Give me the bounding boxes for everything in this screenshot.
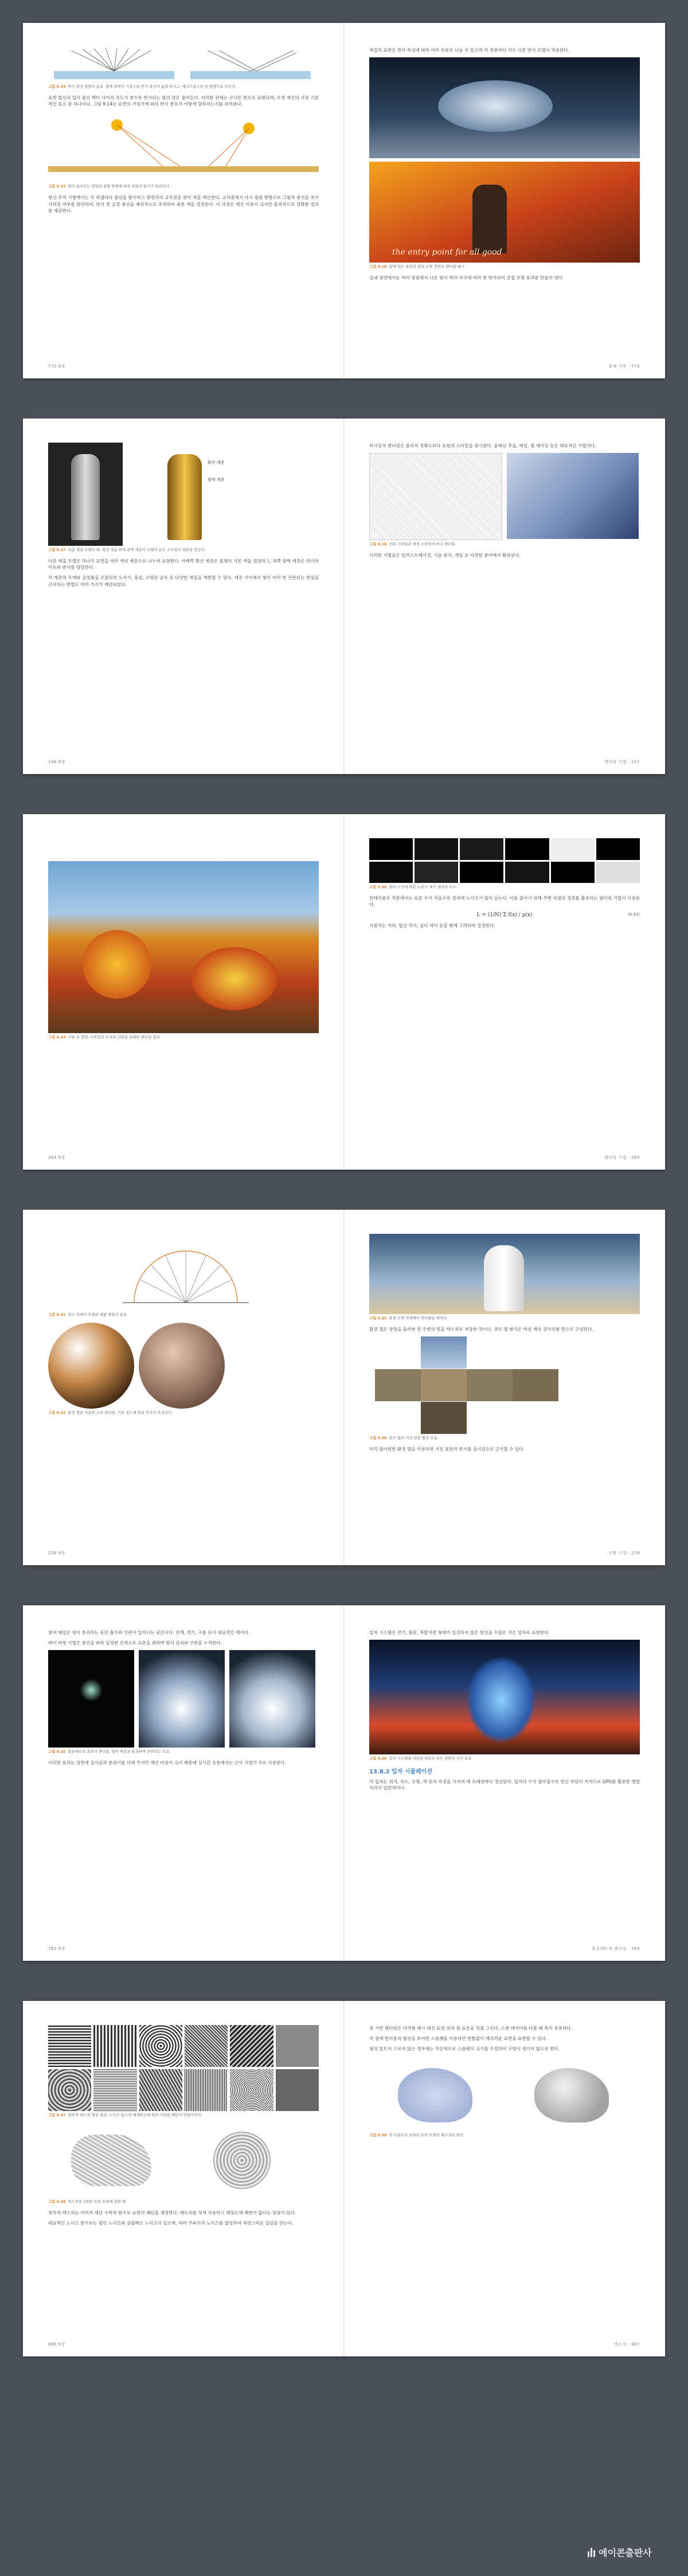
autumn-forest-render xyxy=(48,861,319,1033)
figure-caption: 그림 9.26 입자 시스템을 이용한 대규모 전투 장면의 시각 효과. xyxy=(369,1756,473,1761)
page-number: 텍스처 · 887 xyxy=(614,2342,640,2347)
page-number: 조명 기법 · 279 xyxy=(608,1551,640,1555)
figure-caption: 그림 9.24 큐브 맵의 여섯 면을 펼친 모습. xyxy=(369,1436,439,1441)
left-page xyxy=(23,814,344,1170)
layer-label: 광택 계층 xyxy=(208,478,225,482)
body-paragraph: 각 점에 반지름과 법선을 부여한 스플랫을 이용하면 빈틈없이 매끄러운 표면을 표현할 수 있다. xyxy=(369,2036,548,2042)
statue-gold xyxy=(127,443,242,546)
figure-caption: 그림 9.18 선화 스타일과 채색 스타일의 비교 렌더링. xyxy=(369,542,456,547)
figure-caption: 그림 9.14 반사 광선 방향의 분포. 물체 표면이 거칠수록 반사 광선이 넓게 퍼지고, 매끄러울수록 한 방향으로 모인다. xyxy=(48,84,237,89)
page-number: 762 9장 xyxy=(48,1946,65,1951)
publisher-name: 에이콘출판사 xyxy=(599,2547,652,2558)
body-paragraph: 재질의 표면은 반사 특성에 따라 여러 부류로 나눌 수 있으며 각 부류마다 서로 다른 반사 모델이 적용된다. xyxy=(369,48,570,53)
left-page xyxy=(23,2001,344,2356)
character-render xyxy=(369,1234,640,1314)
figure-caption: 그림 9.25 볼류메트릭 효과의 렌더링. 빛이 매질을 통과하며 산란되는 모습. xyxy=(48,1749,171,1754)
body-paragraph: 몬테카를로 적분에서는 표본 수가 적을수록 결과에 노이즈가 많이 남는다. 이를 줄이기 위해 주변 픽셀의 정보를 활용하는 필터링 기법이 사용된다. xyxy=(369,896,640,908)
cube-map-cross xyxy=(369,1336,640,1434)
page-number: 886 9장 xyxy=(48,2342,65,2347)
body-paragraph: 절차적 텍스처는 이미지 대신 수학적 함수로 표면의 패턴을 생성한다. 메모리를 적게 사용하고 해상도에 제한이 없다는 장점이 있다. xyxy=(48,2210,296,2215)
right-page xyxy=(344,2001,665,2356)
page-number: 246 9장 xyxy=(48,760,65,764)
volumetric-cloud-b xyxy=(229,1650,315,1748)
right-page xyxy=(344,1605,665,1961)
figure-caption: 그림 9.15 빛이 들어오는 방향과 관찰 방향에 따라 표면의 밝기가 달라진다. xyxy=(48,184,171,189)
body-paragraph: 각 입자는 위치, 속도, 수명, 색 등의 속성을 가지며 매 프레임마다 갱신된다. 입자의 수가 많아질수록 연산 부담이 커지므로 GPU를 활용한 병렬 처리가 일반적이다. xyxy=(369,1779,640,1791)
left-page xyxy=(23,23,344,378)
reflection-diagram-b xyxy=(185,47,316,83)
right-page xyxy=(344,23,665,378)
overlay-text: the entry point for all good xyxy=(392,248,502,257)
figure-caption: 그림 9.16 광택 있는 표면과 실내 조명 장면의 렌더링 예시. xyxy=(369,264,466,269)
body-paragraph: 대표적인 노이즈 함수로는 펄린 노이즈와 심플렉스 노이즈가 있으며, 여러 주파수의 노이즈를 합성하여 자연스러운 질감을 얻는다. xyxy=(48,2221,294,2226)
figure-reflection xyxy=(48,47,319,83)
glossy-sphere xyxy=(48,1323,134,1409)
right-page xyxy=(344,814,665,1170)
noise-texture-grid xyxy=(48,2025,319,2111)
figure-caption: 그림 9.27 절차적 텍스처 생성 결과. 노이즈 함수의 매개변수에 따라 다양한 패턴이 만들어진다. xyxy=(48,2113,202,2117)
book-spread-6 xyxy=(23,2001,665,2356)
page-number: 볼류메트릭 렌더링 · 763 xyxy=(592,1946,640,1951)
page-number: 278 9장 xyxy=(48,1551,65,1555)
body-paragraph: 가중치는 거리, 법선 차이, 깊이 차이 등을 함께 고려하여 결정한다. xyxy=(369,923,495,929)
figure-caption: 그림 9.23 환경 조명 아래에서 렌더링된 캐릭터. xyxy=(369,1316,448,1320)
hemisphere-samples-diagram xyxy=(48,1234,319,1308)
textured-vase xyxy=(179,2123,305,2198)
rough-sphere xyxy=(139,1323,225,1409)
left-page xyxy=(23,419,344,774)
body-paragraph: 점 기반 렌더링은 다각형 메시 대신 표면 위의 점 표본을 직접 그린다. 스캔 데이터를 다룰 때 특히 유용하다. xyxy=(369,2026,572,2031)
figure-caption: 그림 9.28 텍스처를 3차원 모델 표면에 입힌 예. xyxy=(48,2199,127,2204)
statue-gray xyxy=(48,443,123,546)
body-paragraph: 광선 추적 기법에서는 각 픽셀마다 광선을 발사하고 장면과의 교차점을 찾아 색을 계산한다. 교차점에서 다시 광원 방향으로 그림자 광선을 쏘아 가려짐 여부를 판단하며, 반사 및 굴절 광선을 재귀적으로 추적하여 최종 색을 결정한다. 이 과정은 계산 비용이 크지만 물리적으로 정확한 결과를 제공한다. xyxy=(48,195,319,213)
right-page xyxy=(344,1210,665,1565)
figure-stylized xyxy=(369,453,640,540)
figure-caption: 그림 9.20 필터 크기에 따른 노이즈 제거 결과의 비교. xyxy=(369,885,458,889)
figure-caption: 그림 9.29 점 구름으로 표현된 토끼 모델과 재구성된 표면. xyxy=(369,2132,464,2137)
battle-scene-render xyxy=(369,1640,640,1754)
body-paragraph: 참여 매질은 빛이 통과하는 동안 흡수와 산란이 일어나는 공간이다. 안개, 연기, 구름 등이 대표적인 예이다. xyxy=(48,1630,250,1635)
point-cloud-bunny xyxy=(369,2057,501,2131)
line-art-render xyxy=(369,453,502,540)
section-heading: 13.8.2 입자 시뮬레이션 xyxy=(369,1769,433,1776)
figure-volumetric xyxy=(48,1650,319,1748)
book-spread-3 xyxy=(23,814,665,1170)
body-paragraph: 실내 장면에서는 여러 광원에서 나온 빛이 벽과 가구에 여러 번 반사되어 간접 조명 효과를 만들어 낸다. xyxy=(369,275,564,281)
page-number: 렌더링 기법 · 247 xyxy=(604,760,640,764)
volumetric-cloud-a xyxy=(139,1650,225,1748)
figure-caption: 그림 9.22 환경 맵을 이용한 구의 렌더링. 거친 정도에 따라 반사가 흐려진다. xyxy=(48,1410,173,1415)
body-paragraph: 이러한 효과는 장면에 깊이감과 분위기를 더해 주지만 계산 비용이 크기 때문에 실시간 응용에서는 근사 기법이 주로 사용된다. xyxy=(48,1760,287,1766)
page-number: 렌더링 기법 · 265 xyxy=(604,1155,640,1160)
book-spread-5 xyxy=(23,1605,665,1961)
body-paragraph: 점의 밀도가 고르지 않은 경우에는 적응적으로 스플랫의 크기를 조절하여 구멍이 생기지 않도록 한다. xyxy=(369,2046,560,2052)
book-spread-4 xyxy=(23,1210,665,1565)
body-paragraph: 표면 법선과 입사 광선 벡터 사이의 각도가 클수록 반사되는 빛의 양은 줄어든다. 이러한 관계는 코사인 항으로 표현되며, 조명 계산의 가장 기본적인 요소 중 하나이다. 그림 9.14는 표면의 거칠기에 따라 반사 분포가 어떻게 달라지는지를 보여준다. xyxy=(48,95,319,107)
book-spread-2 xyxy=(23,419,665,774)
render-image-gallery xyxy=(369,57,640,158)
volumetric-small xyxy=(48,1650,134,1748)
layer-label: 확산 계층 xyxy=(208,460,225,465)
page-number: 264 9장 xyxy=(48,1155,65,1160)
reconstructed-bunny xyxy=(506,2057,638,2131)
equation: L = (1/N) Σ f(x) / p(x) (9.33) xyxy=(476,912,640,918)
figure-textured-models xyxy=(48,2123,319,2198)
body-paragraph: 각 계층의 두께와 굴절률을 조절하면 도자기, 옻칠, 코팅된 금속 등 다양한 재질을 재현할 수 있다. 계층 사이에서 빛이 여러 번 산란되는 현상을 근사하는 방법도 여러 가지가 제안되었다. xyxy=(48,575,319,587)
figure-statues xyxy=(48,443,319,546)
left-page xyxy=(23,1210,344,1565)
painted-render xyxy=(507,453,639,539)
page-number: 772 9장 xyxy=(48,364,65,369)
textured-hand xyxy=(48,2123,174,2198)
figure-caption: 그림 9.21 반구 위에서 추출한 샘플 방향의 분포. xyxy=(48,1312,128,1317)
render-image-room xyxy=(369,162,640,263)
body-paragraph: 입자 시스템은 연기, 불꽃, 폭발처럼 형태가 일정하지 않은 현상을 수많은 작은 입자로 표현한다. xyxy=(369,1630,550,1635)
publisher-logo-icon xyxy=(588,2548,595,2557)
equation-number: (9.33) xyxy=(627,912,640,917)
publisher-logo xyxy=(588,2546,652,2559)
page-number: 물체 기반 · 773 xyxy=(608,364,640,369)
figure-caption: 그림 9.19 가을 숲 장면. 나뭇잎의 투과와 산란을 표현한 렌더링 결과. xyxy=(48,1035,161,1039)
reflection-diagram-a xyxy=(48,47,180,83)
book-spread-1 xyxy=(23,23,665,378)
body-paragraph: 레이 마칭 기법은 광선을 따라 일정한 간격으로 표본을 취하며 빛의 감쇠와 산란을 누적한다. xyxy=(48,1640,222,1646)
right-page xyxy=(344,419,665,774)
figure-spheres xyxy=(48,1323,319,1409)
filter-comparison-grid xyxy=(369,838,640,883)
left-page xyxy=(23,1605,344,1961)
body-paragraph: 다층 재질 모델은 하나의 표면을 여러 개의 계층으로 나누어 표현한다. 아래쪽 확산 계층은 물체의 기본 색을 결정하고, 위쪽 광택 계층은 하이라이트와 반사를 담당한다. xyxy=(48,558,319,570)
body-paragraph: 환경 맵은 장면을 둘러싼 먼 주변의 빛을 텍스처로 저장한 것이다. 큐브 맵 형식은 여섯 개의 정사각형 면으로 구성된다. xyxy=(369,1327,593,1332)
figure-point-cloud xyxy=(369,2057,640,2131)
body-paragraph: 비사실적 렌더링은 물리적 정확도보다 표현의 스타일을 중시한다. 윤곽선 추출, 해칭, 셀 셰이딩 등은 대표적인 기법이다. xyxy=(369,443,596,448)
figure-caption: 그림 9.17 다층 재질 모델의 예. 확산 계층 위에 광택 계층이 더해져 금속 조각상의 외관을 만든다. xyxy=(48,548,206,552)
body-paragraph: 이러한 기법들은 일러스트레이션, 기술 문서, 게임 등 다양한 분야에서 활용된다. xyxy=(369,553,521,558)
body-paragraph: 미리 필터링한 환경 맵을 사용하면 거친 표면의 반사를 실시간으로 근사할 수 있다. xyxy=(369,1447,525,1452)
sun-angle-diagram xyxy=(48,111,319,180)
